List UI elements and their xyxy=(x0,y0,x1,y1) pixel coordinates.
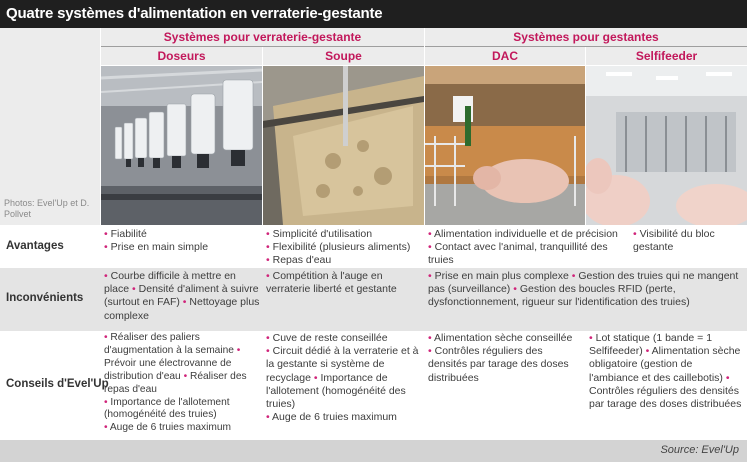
cell-inconvenients-dac-selfifeeder: • Prise en main plus complexe • Gestion des truies qui ne mangent pas (surveillance) • Gestion des boucles RFID (perte, dysfonctionnement, rigueur sur l'identification des truies) xyxy=(428,270,739,309)
row-conseils xyxy=(0,331,747,440)
list-item: Contrôles réguliers des densités par tarage des doses distribuées xyxy=(589,384,742,411)
list-item: Gestion des truies qui ne mangent pas (surveillance) xyxy=(428,270,739,296)
list-item: Importance de l'allotement (homogénéité des truies) xyxy=(104,396,230,421)
list-item: Circuit dédié à la verraterie et à la gestante si système de recyclage xyxy=(266,345,419,384)
list-item: Lot statique (1 bande = 1 Selfifeeder) xyxy=(589,332,713,358)
cell-avantages-dac xyxy=(428,228,634,268)
row-label-conseils: Conseils d'Evel'Up xyxy=(6,378,109,390)
cell-avantages-doseurs xyxy=(104,228,260,254)
cell-conseils-dac: • Alimentation sèche conseillée • Contrôles réguliers des densités par tarage des doses distribuées xyxy=(428,332,573,384)
list-item: Densité d'aliment à suivre (surtout en FAF) xyxy=(104,283,259,309)
list-item: Courbe difficile à mettre en place xyxy=(104,270,236,296)
list-item: Alimentation sèche obligatoire (gestion de l'ambiance et des caillebotis) xyxy=(589,345,741,384)
photo-doseurs xyxy=(101,66,262,225)
photo-soupe xyxy=(263,66,424,225)
column-divider xyxy=(100,28,101,225)
system-header-soupe: Soupe xyxy=(263,47,424,65)
list-item: • Alimentation individuelle et de précision xyxy=(428,228,618,240)
cell-avantages-selfifeeder xyxy=(633,228,747,254)
group-header-verraterie: Systèmes pour verraterie-gestante xyxy=(101,28,424,47)
list-item: Nettoyage plus complexe xyxy=(104,296,260,322)
list-item: • Flexibilité (plusieurs aliments) xyxy=(266,241,411,254)
row-avantages xyxy=(0,225,747,268)
cell-conseils-soupe: • Cuve de reste conseillée • Circuit dédié à la verraterie et à la gestante si système de recyclage • Importance de l'allotement (homogénéité des truies) • Auge de 6 truies maximum xyxy=(266,332,419,424)
cell-inconvenients-soupe: • Compétition à l'auge en verraterie liberté et gestante xyxy=(266,270,397,296)
system-header-selfifeeder: Selfifeeder xyxy=(586,47,747,65)
cell-avantages-soupe xyxy=(266,228,422,268)
list-item: Réaliser des repas d'eau xyxy=(104,370,247,395)
list-item: • Repas d'eau xyxy=(266,254,332,267)
label-column-header xyxy=(0,28,100,225)
system-header-doseurs: Doseurs xyxy=(101,47,262,65)
source-credit: Source: Evel'Up xyxy=(660,444,739,456)
list-item: • Visibilité du bloc gestante xyxy=(633,228,715,254)
cell-conseils-selfifeeder: • Lot statique (1 bande = 1 Selfifeeder) • Alimentation sèche obligatoire (gestion de l'ambiance et des caillebotis) • Contrôles réguliers des densités par tarage des doses distribuées xyxy=(589,332,742,411)
footer xyxy=(0,440,747,462)
system-header-dac: DAC xyxy=(425,47,585,65)
list-item: Gestion des boucles RFID (perte, dysfonctionnement, rigueur sur l'identification des truies) xyxy=(428,283,690,309)
photo-dac xyxy=(425,66,585,225)
list-item: Compétition à l'auge en verraterie liberté et gestante xyxy=(266,270,397,296)
cell-conseils-doseurs: • Réaliser des paliers d'augmentation à la semaine • Prévoir une électrovanne de distribution d'eau • Réaliser des repas d'eau • Importance de l'allotement (homogénéité des truies) • Auge de 6 truies maximum xyxy=(104,332,247,434)
list-item: • Prise en main simple xyxy=(104,241,209,254)
list-item: Prise en main plus complexe xyxy=(434,270,569,282)
list-item: Contrôles réguliers des densités par tarage des doses distribuées xyxy=(428,345,569,384)
list-item: Auge de 6 truies maximum xyxy=(109,422,232,434)
cell-inconvenients-doseurs: • Courbe difficile à mettre en place • Densité d'aliment à suivre (surtout en FAF) • Nettoyage plus complexe xyxy=(104,270,260,322)
row-inconvenients xyxy=(0,268,747,331)
list-item: • Simplicité d'utilisation xyxy=(266,228,373,240)
list-item: Importance de l'allotement (homogénéité des truies) xyxy=(266,371,406,411)
group-header-gestantes: Systèmes pour gestantes xyxy=(425,28,747,47)
row-label-inconvenients: Inconvénients xyxy=(6,292,84,304)
list-item: Auge de 6 truies maximum xyxy=(272,411,397,424)
title-bar xyxy=(0,0,747,28)
column-divider xyxy=(424,28,425,225)
list-item: Cuve de reste conseillée xyxy=(272,332,388,344)
photo-selfifeeder xyxy=(586,66,747,225)
page-title: Quatre systèmes d'alimentation en verraterie-gestante xyxy=(6,5,383,22)
list-item: Réaliser des paliers d'augmentation à la semaine xyxy=(104,332,234,356)
list-item: • Contact avec l'animal, tranquillité des truies xyxy=(428,241,608,267)
row-label-avantages: Avantages xyxy=(6,240,64,252)
photo-credit: Photos: Evel'Up et D. Pollvet xyxy=(4,198,90,219)
list-item: • Fiabilité xyxy=(104,228,147,240)
list-item: Prévoir une électrovanne de distribution d'eau xyxy=(104,357,232,382)
list-item: Alimentation sèche conseillée xyxy=(434,332,573,344)
